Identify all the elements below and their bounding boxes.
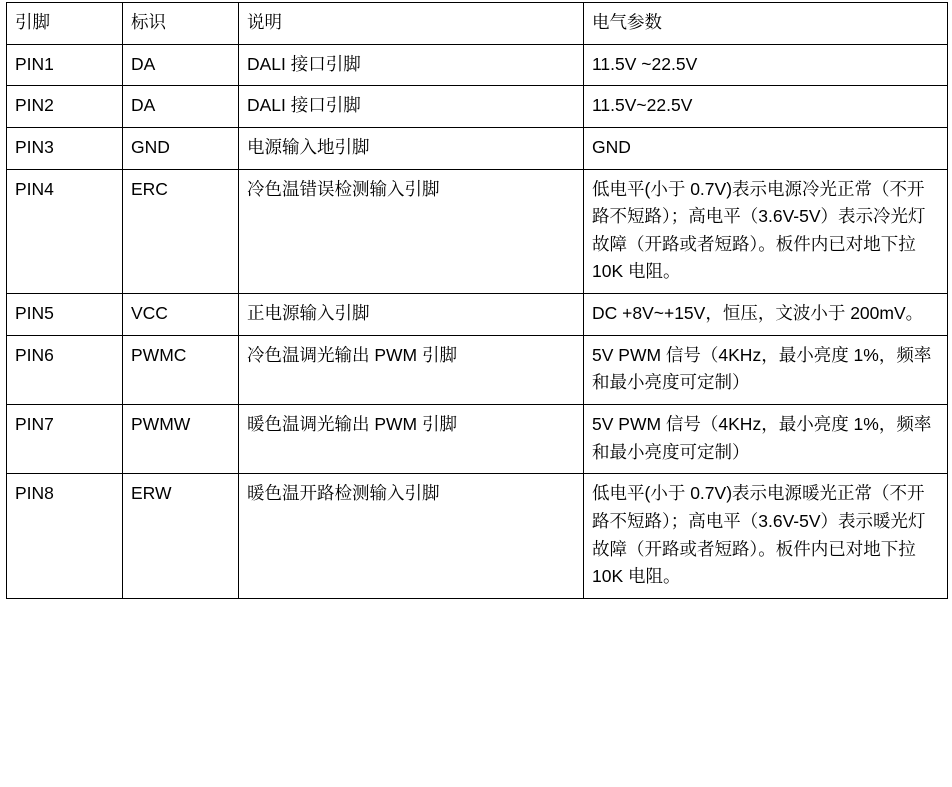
cell-description-text: 冷色温调光输出 PWM 引脚: [247, 344, 457, 365]
cell-electrical: [584, 474, 948, 599]
column-header-pin-label: 引脚: [15, 12, 50, 32]
cell-description: [239, 44, 584, 86]
cell-pin-text: PIN2: [15, 95, 54, 116]
cell-mark: [123, 294, 239, 336]
cell-electrical: [584, 335, 948, 404]
table-row: [7, 86, 948, 128]
column-header-description: [239, 3, 584, 45]
table-row: [7, 405, 948, 474]
cell-electrical: [584, 44, 948, 86]
table-row: [7, 474, 948, 599]
cell-description: [239, 169, 584, 294]
cell-mark: [123, 86, 239, 128]
cell-mark-text: ERC: [131, 178, 168, 199]
cell-description-text: 正电源输入引脚: [247, 303, 370, 324]
cell-electrical: [584, 86, 948, 128]
cell-electrical-text: 5V PWM 信号（4KHz，最小亮度 1%，频率和最小亮度可定制）: [592, 344, 932, 393]
table-row: [7, 44, 948, 86]
table-header-row: [7, 3, 948, 45]
cell-pin-text: PIN5: [15, 303, 54, 324]
cell-mark-text: DA: [131, 95, 156, 116]
cell-description: [239, 127, 584, 169]
column-header-mark: [123, 3, 239, 45]
column-header-description-label: 说明: [247, 12, 282, 32]
cell-description-text: 冷色温错误检测输入引脚: [247, 178, 440, 199]
column-header-pin: [7, 3, 123, 45]
cell-electrical-text: GND: [592, 136, 631, 157]
cell-mark-text: GND: [131, 136, 170, 157]
cell-mark-text: PWMW: [131, 414, 191, 435]
cell-description-text: DALI 接口引脚: [247, 95, 361, 116]
cell-pin: [7, 405, 123, 474]
column-header-mark-label: 标识: [131, 12, 166, 32]
table-row: [7, 335, 948, 404]
cell-description-text: 暖色温调光输出 PWM 引脚: [247, 414, 457, 435]
cell-electrical-text: 5V PWM 信号（4KHz，最小亮度 1%，频率和最小亮度可定制）: [592, 414, 932, 462]
cell-electrical-text: 低电平(小于 0.7V)表示电源暖光正常（不开路不短路）；高电平（3.6V-5V）表示暖光灯故障（开路或者短路）。板件内已对地下拉 10K 电阻。: [592, 483, 926, 587]
cell-mark-text: PWMC: [131, 344, 187, 365]
cell-mark: [123, 405, 239, 474]
pin-definition-table: [6, 2, 948, 599]
cell-electrical-text: DC +8V~+15V，恒压，文波小于 200mV。: [592, 303, 924, 324]
cell-description: [239, 86, 584, 128]
cell-mark-text: DA: [131, 53, 156, 74]
cell-pin: [7, 474, 123, 599]
cell-pin: [7, 294, 123, 336]
cell-description: [239, 474, 584, 599]
cell-description-text: DALI 接口引脚: [247, 53, 361, 74]
cell-pin: [7, 335, 123, 404]
cell-electrical-text: 11.5V ~22.5V: [592, 53, 698, 74]
cell-pin: [7, 169, 123, 294]
cell-pin: [7, 86, 123, 128]
cell-pin-text: PIN4: [15, 178, 54, 199]
cell-mark: [123, 335, 239, 404]
cell-description-text: 电源输入地引脚: [247, 136, 370, 157]
table-row: [7, 294, 948, 336]
column-header-electrical: [584, 3, 948, 45]
table-row: [7, 127, 948, 169]
table-row: [7, 169, 948, 294]
cell-pin: [7, 44, 123, 86]
cell-electrical-text: 11.5V~22.5V: [592, 95, 693, 116]
cell-description: [239, 294, 584, 336]
cell-mark: [123, 169, 239, 294]
cell-electrical: [584, 294, 948, 336]
cell-pin-text: PIN1: [15, 53, 54, 74]
cell-description-text: 暖色温开路检测输入引脚: [247, 483, 440, 504]
cell-pin-text: PIN6: [15, 344, 54, 365]
cell-electrical: [584, 405, 948, 474]
cell-electrical-text: 低电平(小于 0.7V)表示电源冷光正常（不开路不短路）；高电平（3.6V-5V）表示冷光灯故障（开路或者短路）。板件内已对地下拉 10K 电阻。: [592, 178, 926, 282]
cell-mark: [123, 44, 239, 86]
cell-electrical: [584, 127, 948, 169]
cell-pin: [7, 127, 123, 169]
cell-mark-text: ERW: [131, 483, 172, 504]
cell-mark: [123, 474, 239, 599]
cell-pin-text: PIN7: [15, 414, 54, 435]
cell-mark: [123, 127, 239, 169]
column-header-electrical-label: 电气参数: [592, 12, 662, 32]
cell-electrical: [584, 169, 948, 294]
cell-pin-text: PIN8: [15, 483, 54, 504]
cell-description: [239, 335, 584, 404]
cell-description: [239, 405, 584, 474]
cell-mark-text: VCC: [131, 303, 168, 324]
cell-pin-text: PIN3: [15, 136, 54, 157]
